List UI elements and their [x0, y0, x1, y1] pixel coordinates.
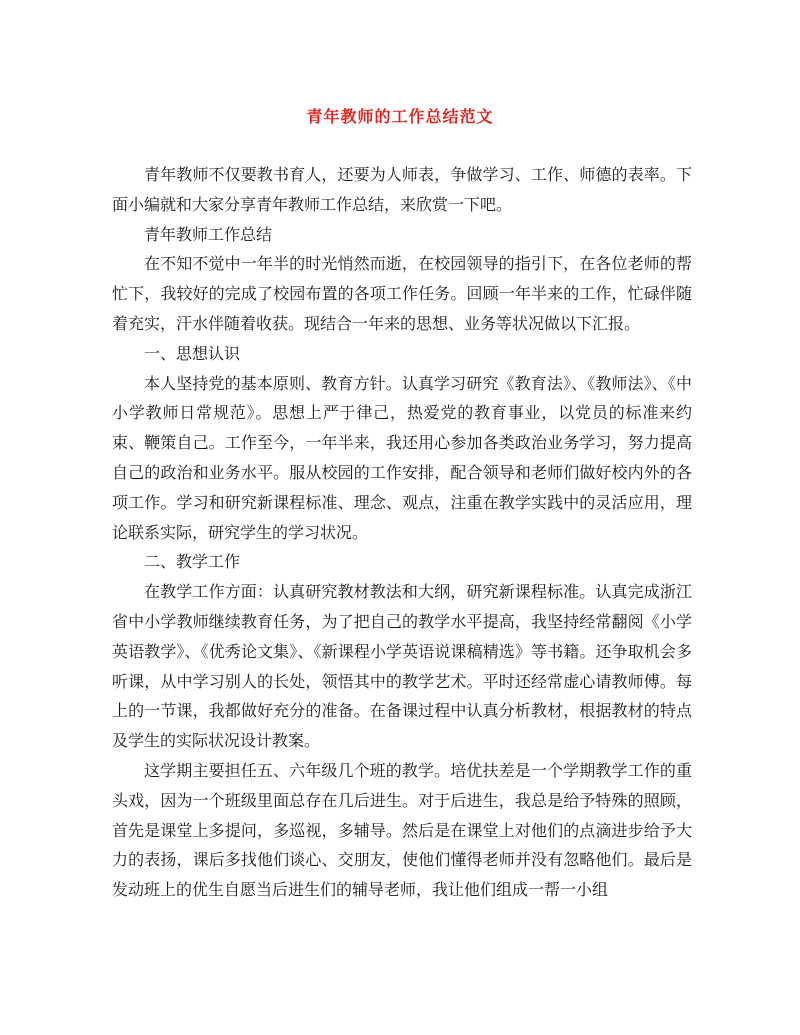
section-heading-thought: 一、思想认识	[144, 343, 241, 363]
document-title: 青年教师的工作总结范文	[306, 107, 494, 126]
paragraph-thought: 本人坚持党的基本原则、教育方针。认真学习研究《教育法》、《教师法》、《中小学教师日常规范》。思想上严于律己，热爱党的教育事业，以党员的标准来约束、鞭策自己。工作至今，一年半来，我还用心参加各类政治业务学习，努力提高自己的政治和业务水平。服从校园的工作安排，配合领导和老师们做好校内外的各项工作。学习和研究新课程标准、理念、观点，注重在教学实践中的灵活应用，理论联系实际，研究学生的学习状况。	[112, 373, 692, 542]
paragraph-classes: 这学期主要担任五、六年级几个班的教学。培优扶差是一个学期教学工作的重头戏，因为一个班级里面总存在几后进生。对于后进生，我总是给予特殊的照顾，首先是课堂上多提问，多巡视，多辅导。然后是在课堂上对他们的点滴进步给予大力的表扬，课后多找他们谈心、交朋友，使他们懂得老师并没有忽略他们。最后是发动班上的优生自愿当后进生们的辅导老师，我让他们组成一帮一小组	[112, 760, 692, 900]
paragraph-intro: 青年教师不仅要教书育人，还要为人师表，争做学习、工作、师德的表率。下面小编就和大家分享青年教师工作总结，来欣赏一下吧。	[112, 165, 692, 214]
section-heading-teaching: 二、教学工作	[144, 552, 241, 572]
paragraph-overview: 在不知不觉中一年半的时光悄然而逝，在校园领导的指引下，在各位老师的帮忙下，我较好的完成了校园布置的各项工作任务。回顾一年半来的工作，忙碌伴随着充实，汗水伴随着收获。现结合一年来的思想、业务等状况做以下汇报。	[112, 254, 692, 333]
document-body	[112, 160, 692, 905]
section-heading-summary: 青年教师工作总结	[144, 224, 273, 244]
paragraph-teaching: 在教学工作方面：认真研究教材教法和大纲，研究新课程标准。认真完成浙江省中小学教师继续教育任务，为了把自己的教学水平提高，我坚持经常翻阅《小学英语教学》、《优秀论文集》、《新课程小学英语说课稿精选》等书籍。还争取机会多听课，从中学习别人的长处，领悟其中的教学艺术。平时还经常虚心请教师傅。每上的一节课，我都做好充分的准备。在备课过程中认真分析教材，根据教材的特点及学生的实际状况设计教案。	[112, 582, 692, 751]
